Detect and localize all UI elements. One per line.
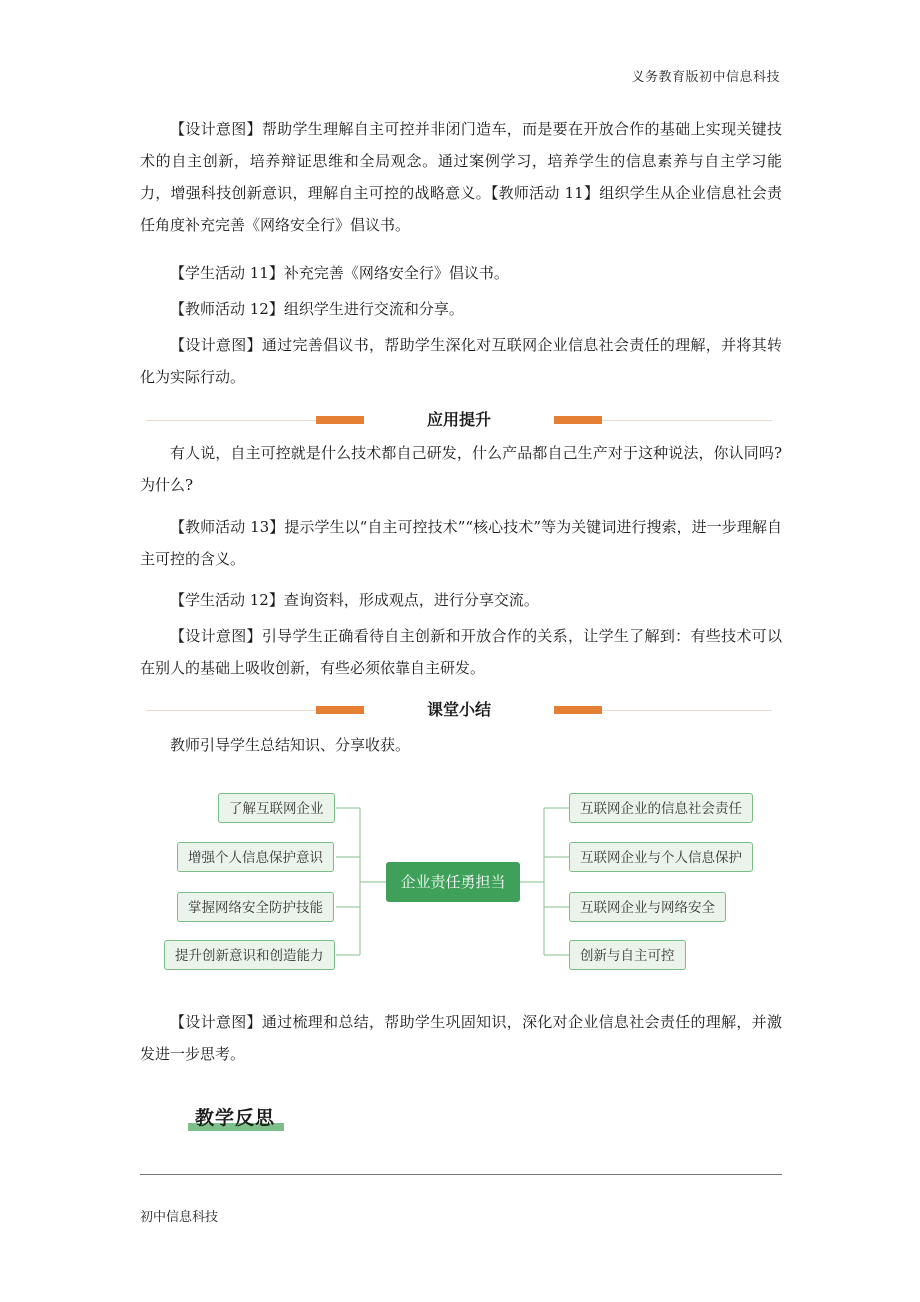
section-title-apply: 应用提升	[426, 410, 491, 429]
mindmap-node-left-1: 了解互联网企业	[218, 793, 335, 823]
mindmap-center-node: 企业责任勇担当	[386, 862, 520, 902]
mindmap-node-right-2: 互联网企业与个人信息保护	[569, 842, 753, 872]
paragraph-student-activity-12: 【学生活动 12】查询资料，形成观点，进行分享交流。	[170, 591, 539, 609]
reflection-title: 教学反思	[195, 1107, 276, 1129]
paragraph-summary-intro: 教师引导学生总结知识、分享收获。	[170, 736, 411, 754]
paragraph-design-intent-1: 【设计意图】帮助学生理解自主可控并非闭门造车，而是要在开放合作的基础上实现关键技术的自主创新，培养辩证思维和全局观念。通过案例学习，培养学生的信息素养与自主学习能力，增强科技创新意识，理解自主可控的战略意义。【教师活动 11】组织学生从企业信息社会责任角度补充完善《网络安全行》倡议书。	[140, 120, 782, 234]
paragraph-design-intent-4: 【设计意图】通过梳理和总结，帮助学生巩固知识，深化对企业信息社会责任的理解，并激发进一步思考。	[140, 1013, 782, 1063]
running-footer: 初中信息科技	[140, 1210, 219, 1225]
mindmap-node-left-2: 增强个人信息保护意识	[177, 842, 334, 872]
section-title-summary: 课堂小结	[426, 700, 491, 719]
paragraph-teacher-activity-13: 【教师活动 13】提示学生以“自主可控技术”“核心技术”等为关键词进行搜索，进一步理解自主可控的含义。	[140, 518, 782, 568]
mindmap-node-left-3: 掌握网络安全防护技能	[177, 892, 334, 922]
paragraph-teacher-activity-12: 【教师活动 12】组织学生进行交流和分享。	[170, 300, 464, 318]
paragraph-question: 有人说，自主可控就是什么技术都自己研发，什么产品都自己生产对于这种说法，你认同吗?为什么?	[140, 444, 782, 494]
mindmap-node-right-4: 创新与自主可控	[569, 940, 686, 970]
paragraph-student-activity-11: 【学生活动 11】补充完善《网络安全行》倡议书。	[170, 264, 509, 282]
mindmap-node-right-1: 互联网企业的信息社会责任	[569, 793, 753, 823]
footer-divider	[140, 1174, 782, 1175]
mindmap-node-left-4: 提升创新意识和创造能力	[164, 940, 335, 970]
mindmap-node-right-3: 互联网企业与网络安全	[569, 892, 726, 922]
running-header: 义务教育版初中信息科技	[631, 70, 780, 85]
paragraph-design-intent-2: 【设计意图】通过完善倡议书，帮助学生深化对互联网企业信息社会责任的理解，并将其转化为实际行动。	[140, 336, 782, 386]
paragraph-design-intent-3: 【设计意图】引导学生正确看待自主创新和开放合作的关系，让学生了解到：有些技术可以在别人的基础上吸收创新，有些必须依靠自主研发。	[140, 627, 782, 677]
